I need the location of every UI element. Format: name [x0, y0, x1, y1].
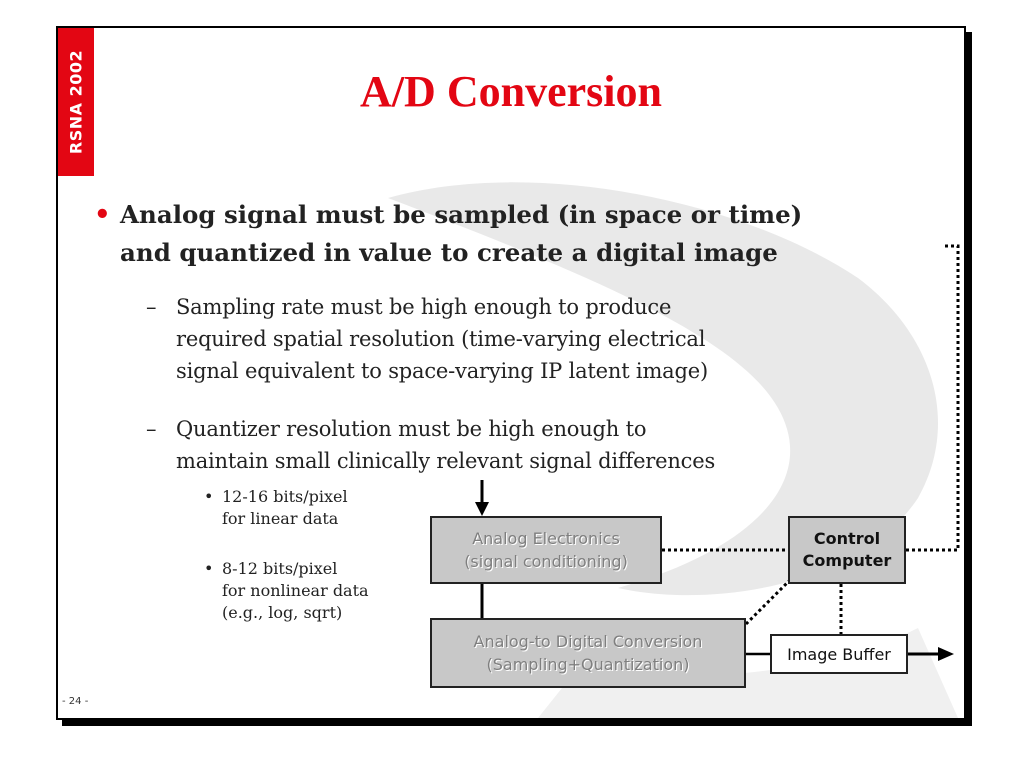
tertiary-marker: • [204, 487, 214, 506]
analog-electronics-box [430, 516, 662, 584]
bullet-marker: • [94, 200, 111, 230]
tertiary-marker: • [204, 559, 214, 578]
sub-bullet-line: maintain small clinically relevant signal differences [176, 449, 716, 473]
control-computer-box [788, 516, 906, 584]
sub-bullet-marker: – [146, 295, 157, 319]
sub-bullet-line: required spatial resolution (time-varying electrical [176, 327, 706, 351]
control-feedback-dotted [906, 246, 958, 550]
tertiary-line: for nonlinear data [222, 581, 369, 600]
slide [56, 26, 966, 720]
adc-line-1: Analog-to Digital Conversion [473, 632, 703, 651]
adc-box [430, 618, 746, 688]
tertiary-line: 8-12 bits/pixel [222, 559, 338, 578]
main-bullet-line-2: and quantized in value to create a digital image [120, 238, 778, 267]
sub-bullet-line: Quantizer resolution must be high enough to [176, 417, 647, 441]
input-arrow-head [475, 502, 489, 516]
adc-to-control-dotted [746, 580, 790, 624]
badge-text: RSNA 2002 [66, 49, 86, 155]
analog-electronics-line-2: (signal conditioning) [464, 552, 628, 571]
control-computer-line-1: Control [813, 529, 881, 548]
sub-bullet-line: Sampling rate must be high enough to produce [176, 295, 672, 319]
output-arrow-head [938, 647, 954, 661]
sub-bullet-marker: – [146, 417, 157, 441]
sub-bullet-line: signal equivalent to space-varying IP latent image) [176, 359, 708, 383]
tertiary-line: for linear data [222, 509, 339, 528]
tertiary-line: 12-16 bits/pixel [222, 487, 348, 506]
analog-electronics-line-1: Analog Electronics [472, 529, 620, 548]
adc-line-2: (Sampling+Quantization) [486, 655, 690, 674]
slide-title: A/D Conversion [360, 67, 662, 116]
control-computer-line-2: Computer [802, 551, 892, 570]
main-bullet-line-1: Analog signal must be sampled (in space or time) [120, 200, 803, 229]
block-diagram-connectors [58, 28, 964, 718]
slide-number: - 24 - [62, 696, 89, 707]
tertiary-line: (e.g., log, sqrt) [222, 603, 343, 622]
image-buffer-box: Image Buffer [770, 634, 908, 674]
